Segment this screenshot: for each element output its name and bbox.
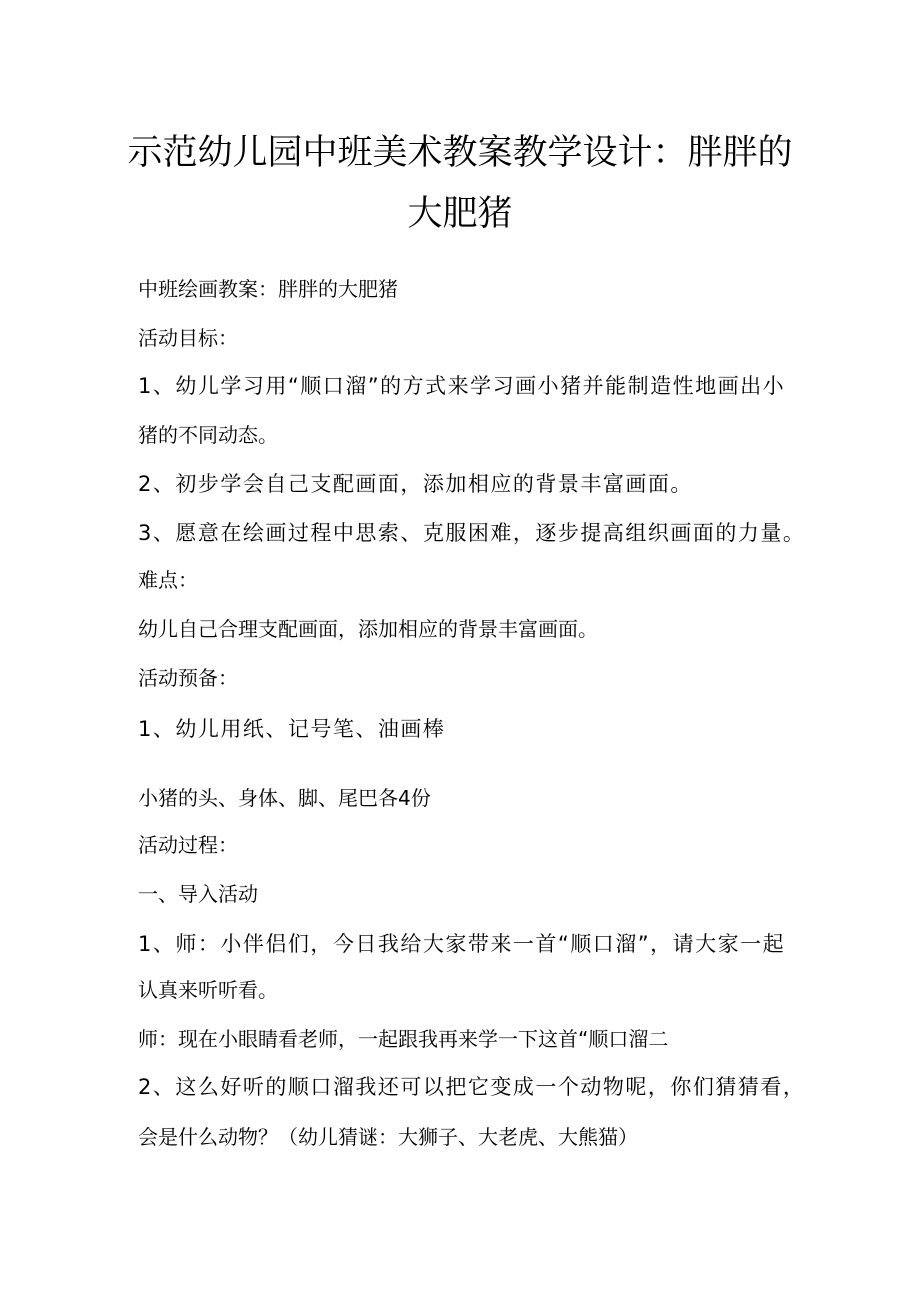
text-line: 1、幼儿学习用“顺口溜”的方式来学习画小猪并能制造性地画出小 bbox=[138, 374, 786, 398]
text-line: 2、这么好听的顺口溜我还可以把它变成一个动物呢，你们猜猜看， bbox=[138, 1075, 806, 1099]
text-line: 2、初步学会自己支配画面，添加相应的背景丰富画面。 bbox=[138, 472, 693, 496]
text-line: 3、愿意在绘画过程中思索、克服困难，逐步提高组织画面的力量。 bbox=[138, 521, 806, 545]
text-line: 1、幼儿用纸、记号笔、油画棒 bbox=[138, 717, 446, 741]
text-line: 活动预备： bbox=[138, 666, 238, 690]
text-line: 一、导入活动 bbox=[138, 882, 258, 906]
text-line: 中班绘画教案：胖胖的大肥猪 bbox=[138, 277, 398, 301]
text-line: 幼儿自己合理支配画面，添加相应的背景丰富画面。 bbox=[138, 617, 598, 641]
document-title-line-2: 大肥猪 bbox=[407, 194, 513, 234]
text-line: 会是什么动物？（幼儿猜谜：大狮子、大老虎、大熊猫） bbox=[138, 1125, 638, 1149]
text-line: 1、师：小伴侣们，今日我给大家带来一首“顺口溜”，请大家一起 bbox=[138, 932, 786, 956]
text-line: 师：现在小眼睛看老师，一起跟我再来学一下这首“顺口溜二 bbox=[138, 1027, 669, 1051]
text-line: 认真来听听看。 bbox=[138, 978, 278, 1002]
text-line: 活动目标： bbox=[138, 326, 238, 350]
text-line: 难点： bbox=[138, 568, 198, 592]
text-line: 活动过程： bbox=[138, 833, 238, 857]
document-title-line-1: 示范幼儿园中班美术教案教学设计：胖胖的 bbox=[127, 133, 793, 173]
text-line: 猪的不同动态。 bbox=[138, 423, 278, 447]
text-line: 小猪的头、身体、脚、尾巴各4份 bbox=[138, 786, 431, 810]
